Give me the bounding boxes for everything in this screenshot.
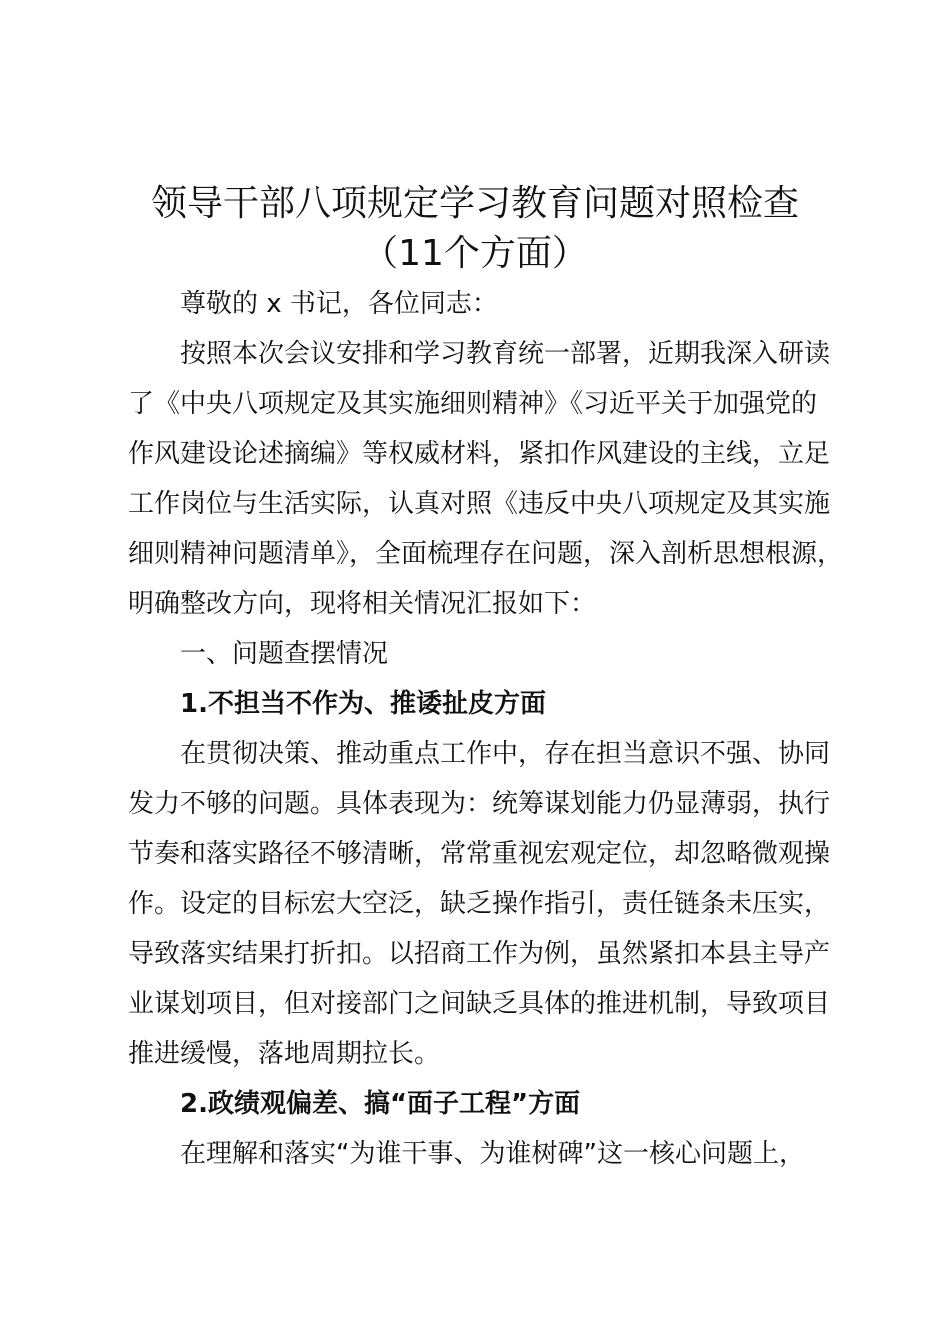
item1-line-5: 导致落实结果打折扣。以招商工作为例，虽然紧扣本县主导产 bbox=[128, 939, 831, 969]
item1-line-1: 在贯彻决策、推动重点工作中，存在担当意识不强、协同 bbox=[180, 739, 831, 769]
document-title-line2: （11个方面） bbox=[362, 233, 588, 274]
intro-line-4: 工作岗位与生活实际，认真对照《违反中央八项规定及其实施 bbox=[128, 489, 831, 519]
document-body bbox=[128, 279, 868, 1179]
item1-line-2: 发力不够的问题。具体表现为：统筹谋划能力仍显薄弱，执行 bbox=[128, 789, 831, 819]
document-title-line1: 领导干部八项规定学习教育问题对照检查 bbox=[150, 183, 799, 224]
section1-heading: 一、问题查摆情况 bbox=[180, 639, 389, 669]
greeting-line: 尊敬的 x 书记，各位同志： bbox=[180, 289, 498, 319]
intro-line-6: 明确整改方向，现将相关情况汇报如下： bbox=[128, 589, 597, 619]
item2-heading: 2.政绩观偏差、搞“面子工程”方面 bbox=[180, 1089, 581, 1119]
item2-line-1: 在理解和落实“为谁干事、为谁树碑”这一核心问题上， bbox=[180, 1139, 805, 1169]
item1-heading: 1.不担当不作为、推诿扯皮方面 bbox=[180, 689, 546, 719]
item1-line-7: 推进缓慢，落地周期拉长。 bbox=[128, 1039, 441, 1069]
item1-line-6: 业谋划项目，但对接部门之间缺乏具体的推进机制，导致项目 bbox=[128, 989, 831, 1019]
item1-line-3: 节奏和落实路径不够清晰，常常重视宏观定位，却忽略微观操 bbox=[128, 839, 831, 869]
item1-line-4: 作。设定的目标宏大空泛，缺乏操作指引，责任链条未压实， bbox=[128, 889, 831, 919]
intro-line-2: 了《中央八项规定及其实施细则精神》《习近平关于加强党的 bbox=[128, 389, 818, 419]
intro-line-3: 作风建设论述摘编》等权威材料，紧扣作风建设的主线，立足 bbox=[128, 439, 831, 469]
intro-line-1: 按照本次会议安排和学习教育统一部署，近期我深入研读 bbox=[180, 339, 831, 369]
intro-line-5: 细则精神问题清单》，全面梳理存在问题，深入剖析思想根源， bbox=[128, 539, 844, 569]
